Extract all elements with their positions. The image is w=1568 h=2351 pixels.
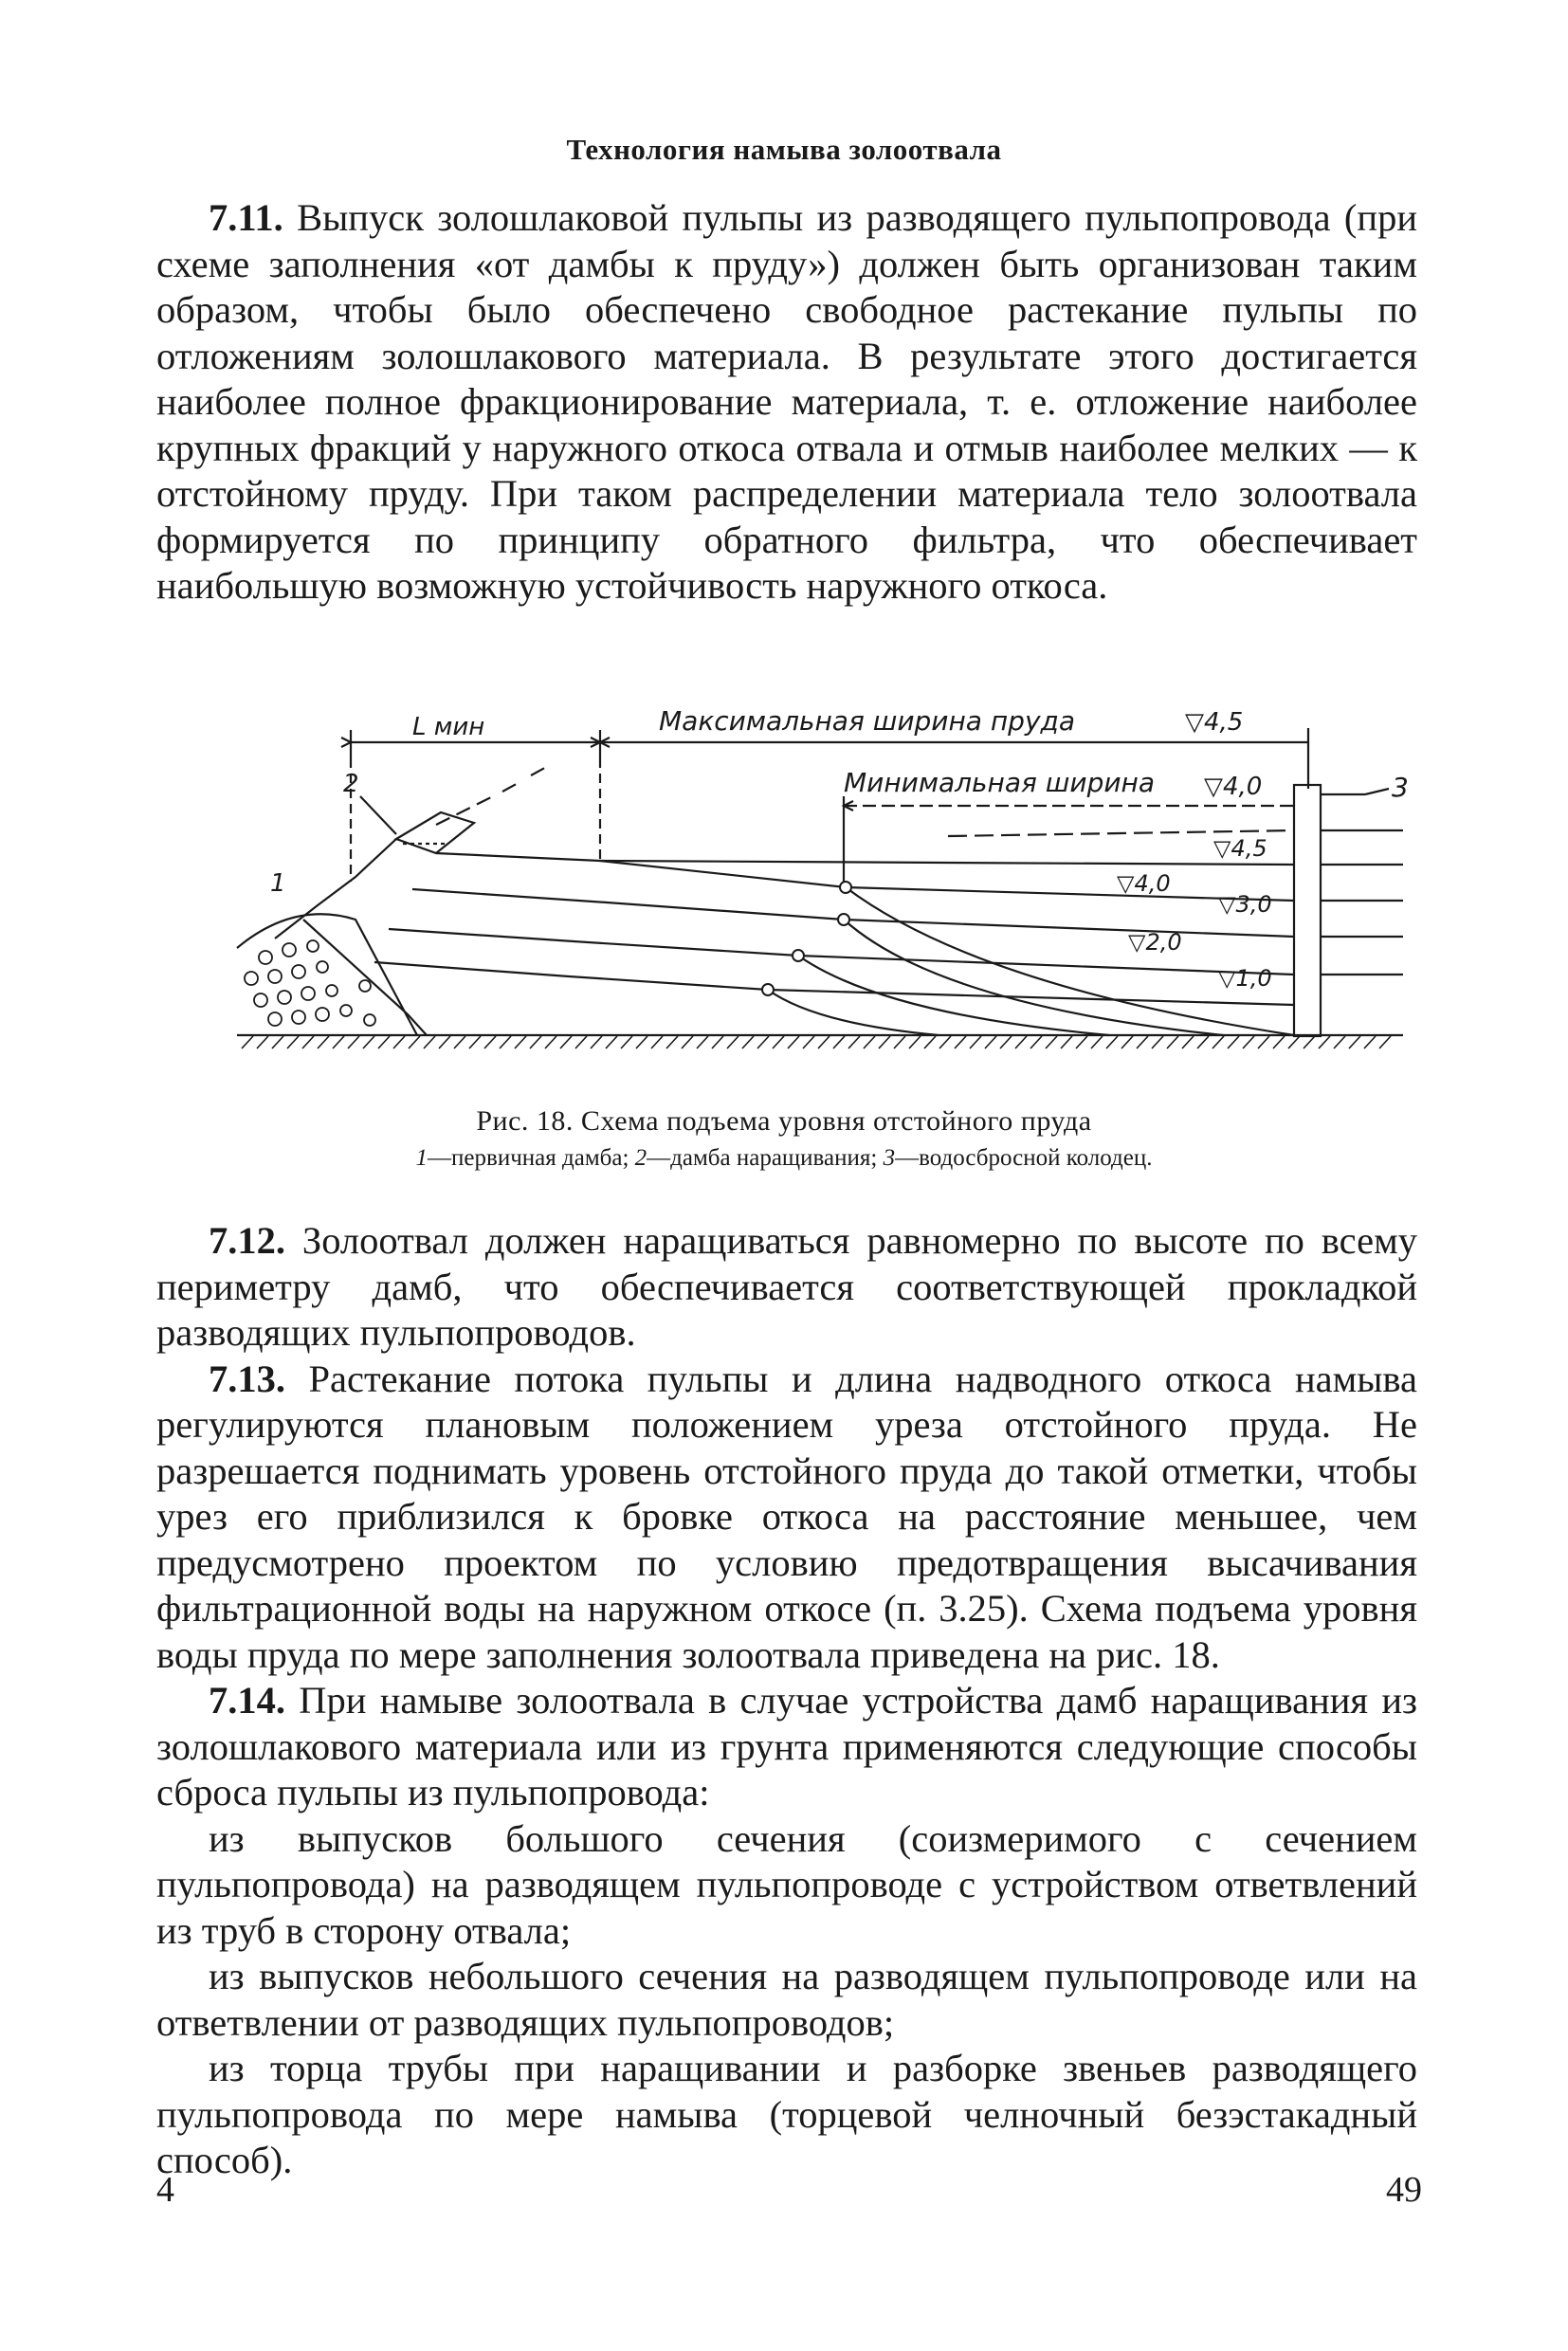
folio-left: 4	[156, 2170, 174, 2210]
label-marker-3: 3	[1392, 772, 1409, 803]
section-7-13	[156, 1357, 1417, 1679]
section-7-11	[156, 195, 1417, 610]
deposit-curve	[768, 990, 939, 1035]
deposit-surface-layer	[436, 853, 846, 887]
shoreline-point	[762, 984, 774, 995]
well-leader-line	[1365, 789, 1389, 794]
section-number: 7.11.	[209, 196, 283, 239]
primary-dam-gravel	[245, 940, 375, 1026]
label-level-2-0: ▽2,0	[1128, 929, 1182, 956]
section-number: 7.13.	[209, 1357, 285, 1400]
list-item: из торца трубы при наращивании и разборке звеньев разводящего пульпопровода по мере намыва (торцевой челночный безэстакадный способ).	[156, 2047, 1417, 2181]
label-l-min: L мин	[412, 713, 485, 741]
legend-text-3: —водосбросной колодец.	[895, 1145, 1153, 1171]
legend-num-2: 2	[634, 1145, 647, 1171]
section-number: 7.14.	[209, 1679, 285, 1722]
outer-slope	[275, 839, 396, 939]
paragraph	[156, 195, 1417, 610]
label-level-4-0: ▽4,0	[1117, 870, 1171, 897]
label-min-width: Минимальная ширина	[844, 767, 1156, 798]
paragraph-text: Выпуск золошлаковой пульпы из разводящего пульпопровода (при схеме заполнения «от дамбы к пруду») должен быть организован таким образом, чтобы было обеспечено свободное растекание пульпы по отложениям золошлакового материала. В результате этого достигается наиболее полное фракционирование материала, т. е. отложение наиболее крупных фракций у наружного откоса отвала и отмыв наиболее мелких — к отстойному пруду. При таком распределении материала тело золоотвала формируется по принципу обратного фильтра, что обеспечивает наибольшую возможную устойчивость наружного откоса.	[156, 196, 1417, 607]
label-level-3-0: ▽3,0	[1218, 891, 1272, 918]
label-marker-2: 2	[343, 770, 359, 798]
ground-hatching	[242, 1036, 1391, 1048]
section-number: 7.12.	[209, 1219, 285, 1262]
figure-caption-title: Рис. 18. Схема подъема уровня отстойного пруда	[476, 1105, 1092, 1137]
figure-18-diagram	[161, 702, 1431, 1052]
pond-level-4-5	[600, 861, 1294, 865]
figure-caption-legend	[0, 1145, 1568, 1172]
label-level-4-5: ▽4,5	[1213, 835, 1267, 862]
shoreline-point	[838, 914, 849, 925]
section-7-14	[156, 1678, 1417, 1816]
paragraph-text: При намыве золоотвала в случае устройства дамб наращивания из золошлакового материала или из грунта применяются следующие способы сброса пульпы из пульпопровода:	[156, 1679, 1417, 1813]
legend-text-2: —дамба наращивания;	[647, 1145, 884, 1171]
deposit-layer	[412, 889, 844, 920]
label-max-width: Максимальная ширина пруда	[659, 705, 1076, 737]
legend-text-1: —первичная дамба;	[428, 1145, 635, 1171]
running-head: Технология намыва золоотвала	[566, 133, 1002, 166]
raising-dam	[396, 812, 474, 853]
deposit-layer	[374, 962, 768, 990]
list-item: из выпусков большого сечения (соизмеримого с сечением пульпопровода) на разводящем пульпопроводе с устройством ответвлений из труб в сторону отвала;	[156, 1816, 1417, 1952]
spillway-well	[1294, 785, 1321, 1036]
primary-dam	[237, 914, 417, 1035]
paragraph-text: Золоотвал должен наращиваться равномерно по высоте по всему периметру дамб, что обеспечивается соответствующей прокладкой разводящих пульпопроводов.	[156, 1219, 1417, 1354]
deposit-layer	[389, 929, 798, 956]
sections-7-12-to-7-14	[156, 1218, 1417, 2184]
list-item: из выпусков небольшого сечения на разводящем пульпопроводе или на ответвлении от разводящих пульпопроводов;	[156, 1955, 1417, 2044]
label-level-top-4-5: ▽4,5	[1185, 708, 1244, 737]
label-marker-1: 1	[270, 869, 286, 898]
section-7-12	[156, 1218, 1417, 1357]
legend-num-3: 3	[883, 1145, 896, 1171]
legend-num-1: 1	[415, 1145, 428, 1171]
label-level-top-4-0: ▽4,0	[1204, 773, 1263, 801]
shoreline-point	[793, 950, 804, 961]
label-level-1-0: ▽1,0	[1218, 965, 1272, 992]
paragraph-text: Растекание потока пульпы и длина надводного откоса намыва регулируются плановым положением уреза отстойного пруда. Не разрешается поднимать уровень отстойного пруда до такой отметки, чтобы урез его приблизился к бровке откоса на расстояние меньшее, чем предусмотрено проектом по условию предотвращения высачивания фильтрационной воды на наружном откосе (п. 3.25). Схема подъема уровня воды пруда по мере заполнения золоотвала приведена на рис. 18.	[156, 1357, 1417, 1676]
folio-right: 49	[1386, 2170, 1422, 2210]
arrowhead	[341, 738, 351, 747]
dam-2-leader	[360, 796, 396, 834]
shoreline-point	[840, 882, 851, 893]
